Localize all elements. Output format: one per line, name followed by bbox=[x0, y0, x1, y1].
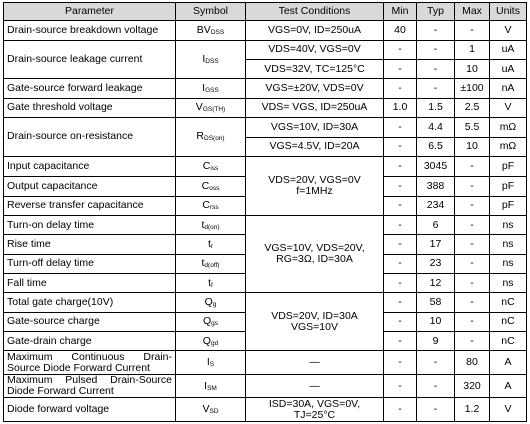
symbol-main: Q bbox=[204, 296, 213, 309]
min-cell: 1.0 bbox=[384, 98, 417, 117]
symbol-cell bbox=[176, 274, 246, 293]
test-conditions-header: Test Conditions bbox=[246, 3, 384, 21]
symbol-cell bbox=[176, 40, 246, 79]
max-cell: - bbox=[455, 177, 490, 196]
test-condition-cell bbox=[246, 215, 384, 292]
symbol-main: t bbox=[201, 218, 205, 231]
max-cell: 10 bbox=[455, 60, 490, 79]
symbol-cell bbox=[176, 196, 246, 215]
symbol-main: V bbox=[195, 101, 203, 114]
test-condition-cell bbox=[246, 293, 384, 351]
electrical-characteristics-table bbox=[3, 2, 527, 422]
unit-cell: nC bbox=[490, 293, 527, 312]
max-cell: - bbox=[455, 274, 490, 293]
condition-line: VDS=20V, ID=30A bbox=[271, 309, 358, 322]
symbol-subscript: DSS bbox=[205, 58, 219, 66]
max-cell: 1.2 bbox=[455, 398, 490, 422]
symbol-main: C bbox=[202, 160, 211, 173]
max-cell: - bbox=[455, 156, 490, 176]
unit-cell: ns bbox=[490, 235, 527, 254]
symbol-main: t bbox=[207, 237, 211, 250]
symbol-header: Symbol bbox=[176, 3, 246, 21]
typ-cell: - bbox=[417, 60, 455, 79]
symbol-cell bbox=[176, 177, 246, 196]
units-header: Units bbox=[490, 3, 527, 21]
typ-cell: 6 bbox=[417, 215, 455, 234]
typ-cell: 4.4 bbox=[417, 118, 455, 137]
max-cell: - bbox=[455, 312, 490, 331]
table-row bbox=[4, 351, 527, 374]
typ-cell: 12 bbox=[417, 274, 455, 293]
condition-line: f=1MHz bbox=[296, 184, 333, 197]
typ-cell: 9 bbox=[417, 332, 455, 351]
min-cell: - bbox=[384, 177, 417, 196]
symbol-subscript: oss bbox=[209, 184, 220, 192]
typ-cell: - bbox=[417, 374, 455, 397]
typ-cell: 234 bbox=[417, 196, 455, 215]
symbol-cell bbox=[176, 79, 246, 98]
condition-line: RG=3Ω, ID=30A bbox=[276, 253, 353, 266]
symbol-main: R bbox=[196, 130, 204, 143]
parameter-cell: Drain-source on-resistance bbox=[4, 118, 176, 157]
symbol-subscript: f bbox=[211, 281, 213, 289]
symbol-cell bbox=[176, 374, 246, 397]
typ-header: Typ bbox=[417, 3, 455, 21]
symbol-subscript: GSS bbox=[205, 87, 219, 95]
symbol-subscript: gs bbox=[211, 320, 219, 328]
max-cell: 80 bbox=[455, 351, 490, 374]
unit-cell: uA bbox=[490, 60, 527, 79]
parameter-cell: Maximum Pulsed Drain-Source Diode Forward Current bbox=[4, 374, 176, 397]
unit-cell: nA bbox=[490, 79, 527, 98]
unit-cell: nC bbox=[490, 312, 527, 331]
max-cell: - bbox=[455, 196, 490, 215]
symbol-main: t bbox=[201, 257, 205, 270]
min-cell: - bbox=[384, 351, 417, 374]
symbol-subscript: g bbox=[212, 301, 217, 309]
typ-cell: 388 bbox=[417, 177, 455, 196]
parameter-cell: Diode forward voltage bbox=[4, 398, 176, 422]
test-condition-cell: ISD=30A, VGS=0V, TJ=25°C bbox=[246, 398, 384, 422]
symbol-main: BV bbox=[196, 24, 211, 37]
symbol-cell bbox=[176, 118, 246, 157]
unit-cell: mΩ bbox=[490, 118, 527, 137]
unit-cell: uA bbox=[490, 40, 527, 59]
table-row bbox=[4, 21, 527, 40]
max-cell: 5.5 bbox=[455, 118, 490, 137]
symbol-cell bbox=[176, 254, 246, 273]
typ-cell: - bbox=[417, 40, 455, 59]
test-condition-cell: VGS=10V, ID=30A bbox=[246, 118, 384, 137]
unit-cell: ns bbox=[490, 215, 527, 234]
symbol-main: t bbox=[208, 276, 212, 289]
unit-cell: pF bbox=[490, 177, 527, 196]
table-row bbox=[4, 40, 527, 59]
parameter-cell: Gate-source forward leakage bbox=[4, 79, 176, 98]
min-cell: - bbox=[384, 235, 417, 254]
condition-line: VGS=10V, VDS=20V, bbox=[264, 242, 365, 255]
symbol-main: I bbox=[202, 82, 206, 95]
max-cell: - bbox=[455, 332, 490, 351]
symbol-subscript: r bbox=[210, 242, 214, 250]
parameter-header: Parameter bbox=[4, 3, 176, 21]
max-cell: - bbox=[455, 215, 490, 234]
table-row bbox=[4, 293, 527, 312]
min-cell: - bbox=[384, 137, 417, 156]
table-row bbox=[4, 156, 527, 176]
table-row bbox=[4, 98, 527, 117]
unit-cell: V bbox=[490, 98, 527, 117]
max-header: Max bbox=[455, 3, 490, 21]
typ-cell: - bbox=[417, 351, 455, 374]
min-cell: - bbox=[384, 60, 417, 79]
test-condition-cell: VGS=0V, ID=250uA bbox=[246, 21, 384, 40]
typ-cell: 6.5 bbox=[417, 137, 455, 156]
table-body bbox=[4, 3, 527, 422]
min-cell: - bbox=[384, 254, 417, 273]
symbol-main: V bbox=[202, 403, 210, 416]
unit-cell: A bbox=[490, 374, 527, 397]
unit-cell: mΩ bbox=[490, 137, 527, 156]
symbol-subscript: rss bbox=[209, 204, 219, 212]
typ-cell: 10 bbox=[417, 312, 455, 331]
min-cell: - bbox=[384, 332, 417, 351]
min-cell: - bbox=[384, 196, 417, 215]
condition-line: VDS=20V, VGS=0V bbox=[268, 173, 361, 186]
table-row bbox=[4, 79, 527, 98]
test-condition-cell: VDS= VGS, ID=250uA bbox=[246, 98, 384, 117]
unit-cell: ns bbox=[490, 274, 527, 293]
parameter-cell: Output capacitance bbox=[4, 177, 176, 196]
symbol-subscript: S bbox=[209, 361, 215, 369]
unit-cell: pF bbox=[490, 196, 527, 215]
min-cell: - bbox=[384, 215, 417, 234]
parameter-cell: Drain-source leakage current bbox=[4, 40, 176, 79]
parameter-cell: Turn-on delay time bbox=[4, 215, 176, 234]
typ-cell: - bbox=[417, 79, 455, 98]
parameter-cell: Fall time bbox=[4, 274, 176, 293]
max-cell: - bbox=[455, 21, 490, 40]
symbol-main: Q bbox=[202, 315, 212, 328]
unit-cell: V bbox=[490, 21, 527, 40]
parameter-cell: Total gate charge(10V) bbox=[4, 293, 176, 312]
test-condition-cell: VGS=±20V, VDS=0V bbox=[246, 79, 384, 98]
unit-cell: pF bbox=[490, 156, 527, 176]
symbol-subscript: GS(TH) bbox=[202, 106, 226, 114]
header-row bbox=[4, 3, 527, 21]
symbol-subscript: iss bbox=[210, 165, 219, 173]
symbol-cell bbox=[176, 215, 246, 234]
parameter-cell: Reverse transfer capacitance bbox=[4, 196, 176, 215]
test-condition-cell bbox=[246, 156, 384, 215]
table-row bbox=[4, 215, 527, 234]
unit-cell: A bbox=[490, 351, 527, 374]
parameter-cell: Drain-source breakdown voltage bbox=[4, 21, 176, 40]
typ-cell: 3045 bbox=[417, 156, 455, 176]
test-condition-cell: — bbox=[246, 374, 384, 397]
symbol-cell bbox=[176, 293, 246, 312]
min-cell: - bbox=[384, 118, 417, 137]
min-cell: - bbox=[384, 398, 417, 422]
symbol-subscript: SM bbox=[207, 384, 217, 392]
min-cell: - bbox=[384, 156, 417, 176]
typ-cell: 58 bbox=[417, 293, 455, 312]
test-condition-cell: VDS=32V, TC=125°C bbox=[246, 60, 384, 79]
min-cell: - bbox=[384, 293, 417, 312]
table-row bbox=[4, 374, 527, 397]
min-cell: - bbox=[384, 79, 417, 98]
max-cell: ±100 bbox=[455, 79, 490, 98]
symbol-cell bbox=[176, 398, 246, 422]
parameter-cell: Turn-off delay time bbox=[4, 254, 176, 273]
symbol-main: C bbox=[201, 179, 210, 192]
table-row bbox=[4, 398, 527, 422]
unit-cell: V bbox=[490, 398, 527, 422]
symbol-subscript: DS(on) bbox=[204, 135, 225, 143]
max-cell: - bbox=[455, 235, 490, 254]
parameter-cell: Gate-source charge bbox=[4, 312, 176, 331]
symbol-cell bbox=[176, 312, 246, 331]
typ-cell: 23 bbox=[417, 254, 455, 273]
symbol-cell bbox=[176, 156, 246, 176]
symbol-main: Q bbox=[202, 334, 211, 347]
unit-cell: nC bbox=[490, 332, 527, 351]
test-condition-cell: VDS=40V, VGS=0V bbox=[246, 40, 384, 59]
typ-cell: 17 bbox=[417, 235, 455, 254]
symbol-subscript: d(off) bbox=[204, 262, 220, 270]
symbol-main: C bbox=[202, 199, 210, 212]
max-cell: - bbox=[455, 293, 490, 312]
min-cell: - bbox=[384, 374, 417, 397]
symbol-main: I bbox=[204, 379, 208, 392]
max-cell: 320 bbox=[455, 374, 490, 397]
min-cell: - bbox=[384, 274, 417, 293]
parameter-cell: Input capacitance bbox=[4, 156, 176, 176]
condition-line: VGS=10V bbox=[291, 320, 338, 333]
symbol-main: I bbox=[202, 53, 206, 66]
parameter-cell: Maximum Continuous Drain-Source Diode Forward Current bbox=[4, 351, 176, 374]
symbol-subscript: gd bbox=[210, 339, 219, 347]
symbol-cell bbox=[176, 235, 246, 254]
unit-cell: ns bbox=[490, 254, 527, 273]
typ-cell: - bbox=[417, 21, 455, 40]
symbol-subscript: DSS bbox=[210, 29, 225, 37]
parameter-cell: Rise time bbox=[4, 235, 176, 254]
min-cell: - bbox=[384, 40, 417, 59]
min-cell: - bbox=[384, 312, 417, 331]
symbol-cell bbox=[176, 351, 246, 374]
typ-cell: - bbox=[417, 398, 455, 422]
typ-cell: 1.5 bbox=[417, 98, 455, 117]
max-cell: 10 bbox=[455, 137, 490, 156]
min-cell: 40 bbox=[384, 21, 417, 40]
symbol-cell bbox=[176, 21, 246, 40]
parameter-cell: Gate threshold voltage bbox=[4, 98, 176, 117]
symbol-cell bbox=[176, 98, 246, 117]
max-cell: 2.5 bbox=[455, 98, 490, 117]
max-cell: - bbox=[455, 254, 490, 273]
min-header: Min bbox=[384, 3, 417, 21]
symbol-subscript: d(on) bbox=[204, 223, 220, 231]
table-row bbox=[4, 118, 527, 137]
max-cell: 1 bbox=[455, 40, 490, 59]
parameter-cell: Gate-drain charge bbox=[4, 332, 176, 351]
symbol-subscript: SD bbox=[209, 408, 219, 416]
symbol-main: I bbox=[206, 356, 210, 369]
symbol-cell bbox=[176, 332, 246, 351]
test-condition-cell: — bbox=[246, 351, 384, 374]
test-condition-cell: VGS=4.5V, ID=20A bbox=[246, 137, 384, 156]
